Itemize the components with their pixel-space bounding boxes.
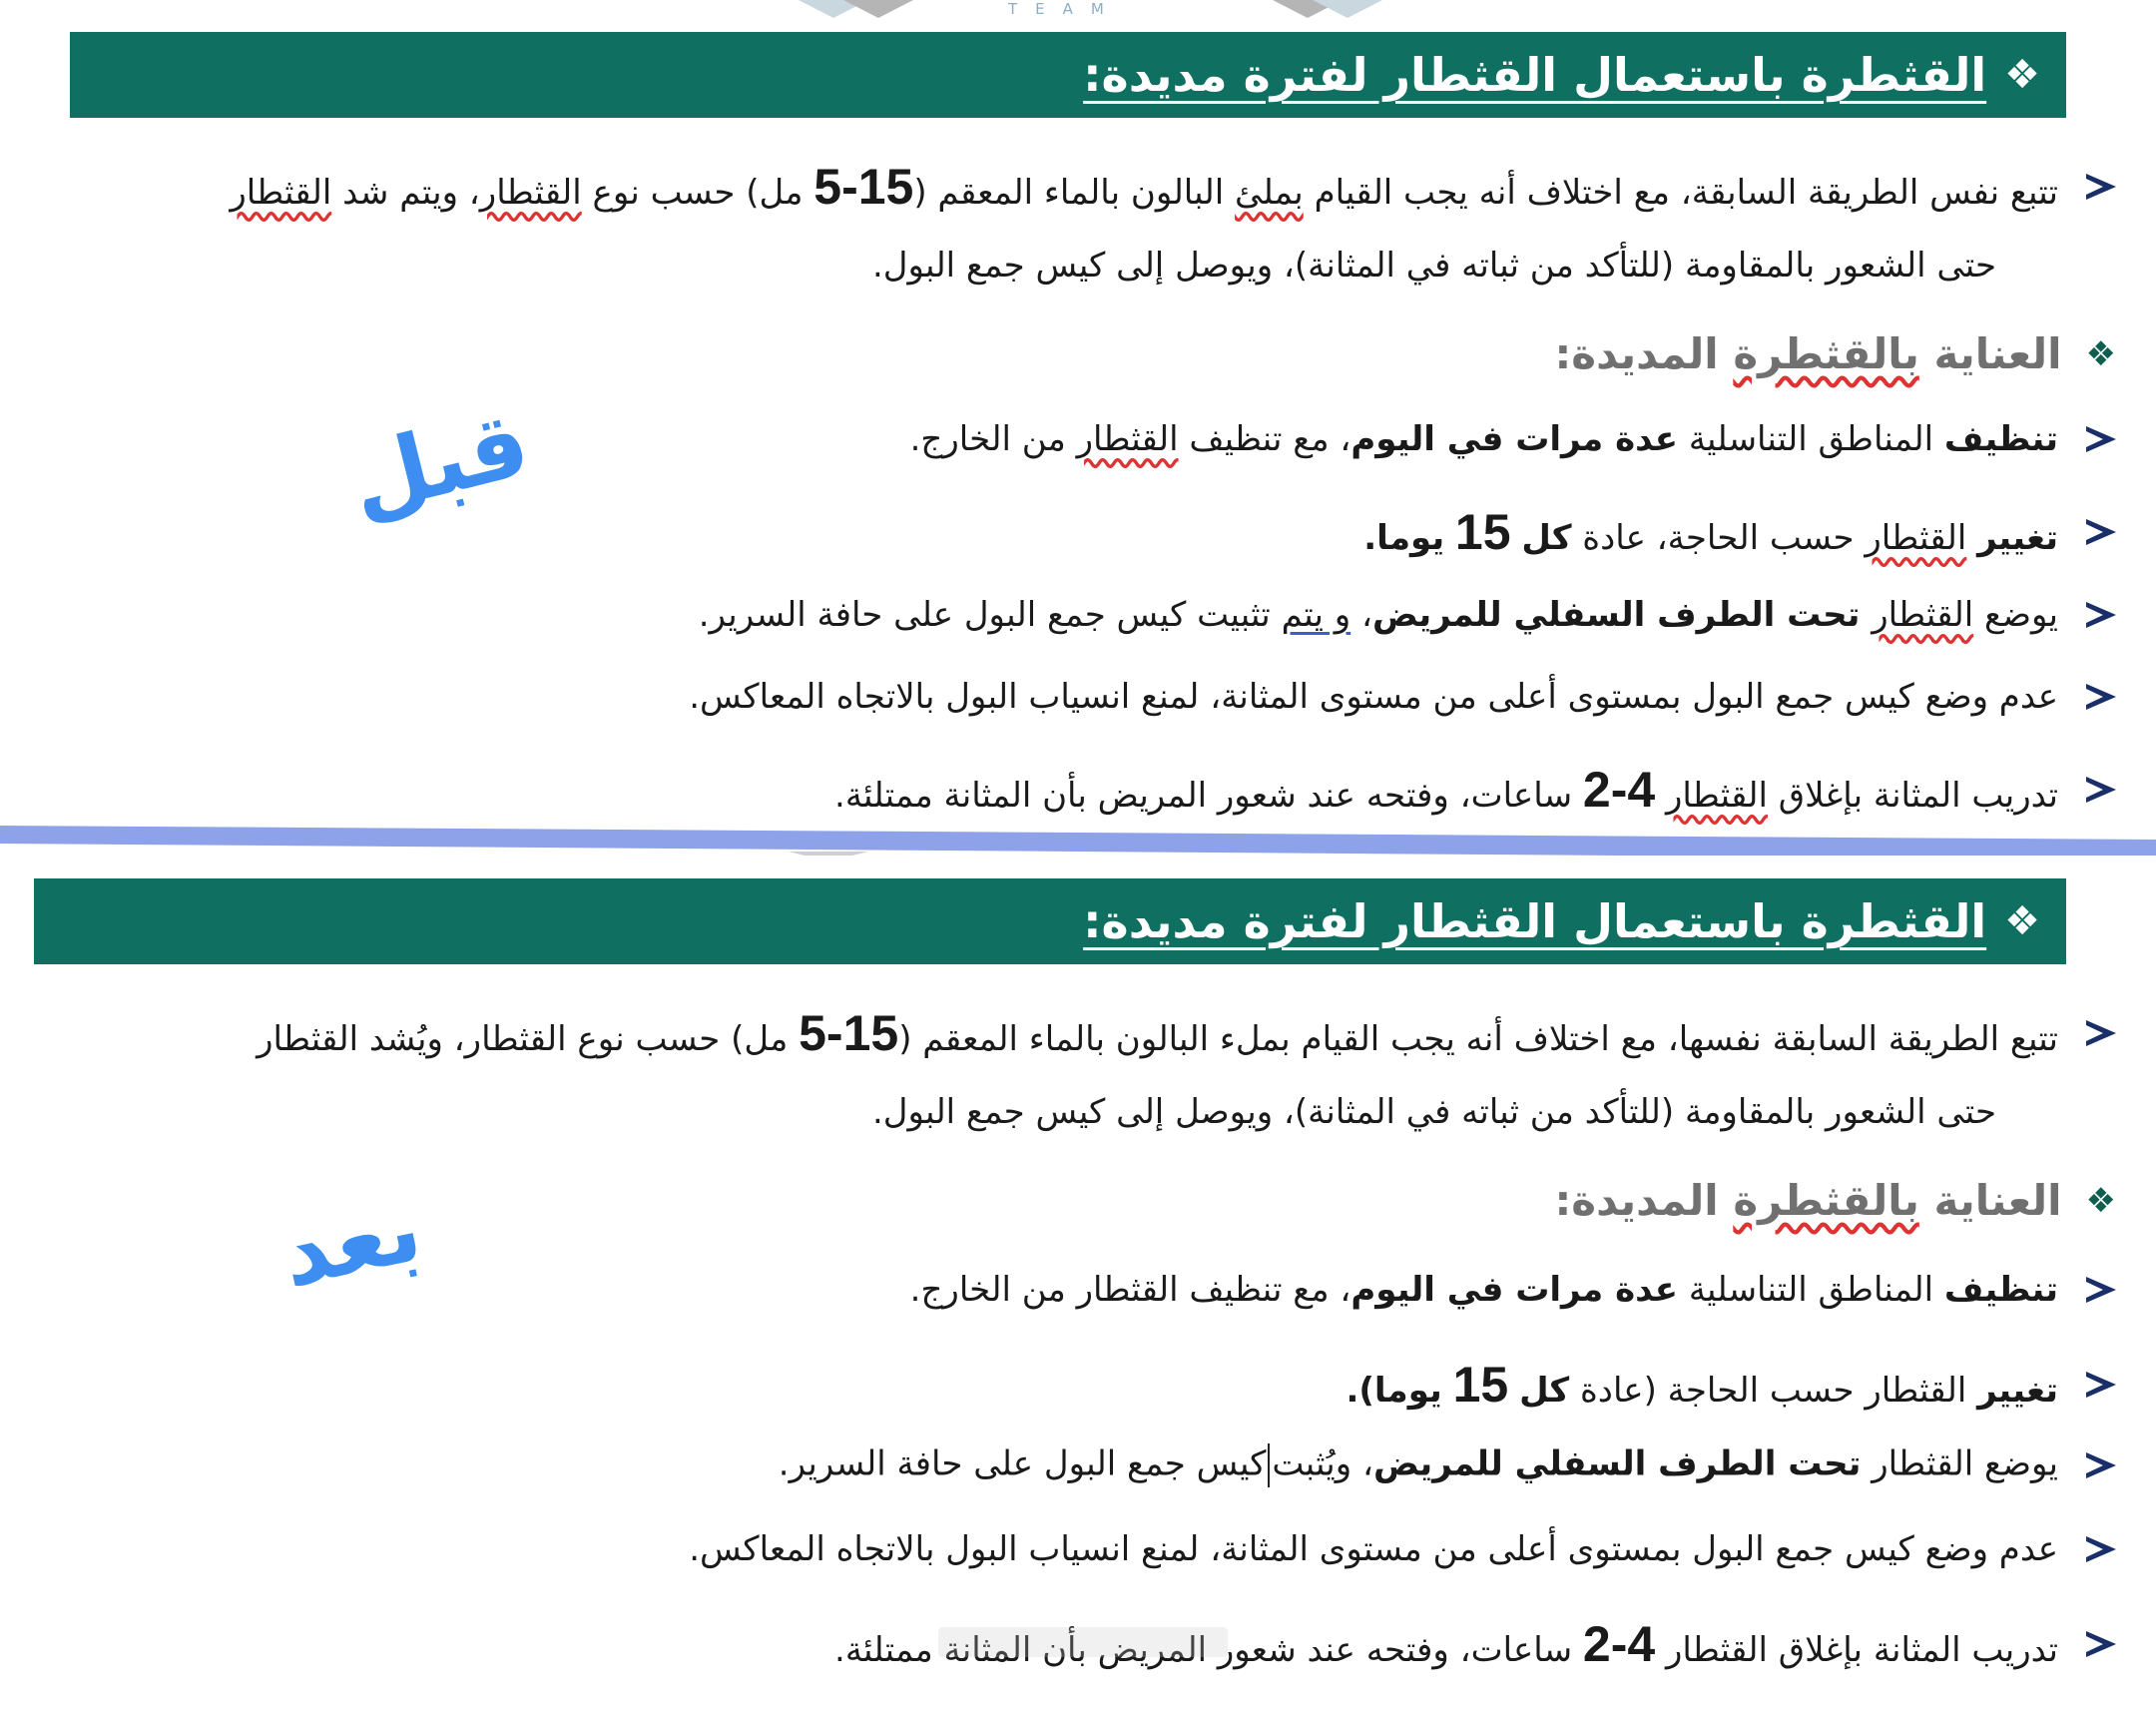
spellcheck-word: بالقثطرة <box>1733 1176 1919 1225</box>
bold-run: كل <box>1521 518 1572 558</box>
divider-line <box>0 826 2156 856</box>
text-run: القثطار حسب الحاجة (عادة <box>1569 1371 1978 1411</box>
text-run: كيس جمع البول على حافة السرير. <box>778 1443 1267 1484</box>
before-para1-line2: حتى الشعور بالمقاومة (للتأكد من ثباته في المثانة)، ويوصل إلى كيس جمع البول. <box>871 246 1996 286</box>
number-text: 15 <box>1452 1357 1509 1413</box>
text-run: ساعات، وفتحه عند شعور المريض بأن المثانة ممتلئة. <box>834 1630 1583 1670</box>
before-handwritten-label: قبل <box>338 388 540 537</box>
arrow-bullet-icon <box>2086 684 2116 710</box>
arrow-bullet-icon <box>2086 1536 2116 1562</box>
bold-run: يوما). <box>1346 1371 1442 1411</box>
after-heading-banner <box>34 878 2066 964</box>
arrow-bullet-icon <box>2086 426 2116 452</box>
text-cursor <box>1268 1443 1270 1487</box>
number-text: 15-5 <box>813 159 914 215</box>
bold-run: يوما. <box>1363 518 1445 558</box>
arrow-bullet-icon <box>2086 1372 2116 1398</box>
text-run: ، مع تنظيف <box>1178 419 1351 459</box>
text-run: عدم وضع كيس جمع البول بمستوى أعلى من مستوى المثانة، لمنع انسياب البول بالاتجاه المعاكس. <box>689 1529 2058 1569</box>
text-run: المديدة: <box>1554 1176 1734 1225</box>
text-run: البالون بالماء المعقم ( <box>913 173 1236 213</box>
text-run: العناية <box>1918 329 2062 378</box>
after-item-4 <box>689 1529 2116 1569</box>
text-run: مل) حسب نوع القثطار، ويُشد القثطار <box>257 1019 800 1059</box>
text-run <box>1966 518 1977 558</box>
text-run: المناطق التناسلية <box>1678 1270 1944 1310</box>
arrow-bullet-icon <box>2086 1452 2116 1478</box>
spellcheck-word: بالقثطرة <box>1733 329 1919 378</box>
arrow-bullet-icon <box>2086 777 2116 803</box>
bold-run: عدة مرات في اليوم <box>1350 419 1679 459</box>
arrow-bullet-icon <box>2086 1277 2116 1303</box>
number-text: 4-2 <box>1582 1616 1656 1672</box>
spellcheck-word: القثطار <box>1865 518 1967 558</box>
after-item-1 <box>910 1270 2116 1310</box>
arrow-bullet-icon <box>2086 1020 2116 1046</box>
bold-run: عدة مرات في اليوم <box>1350 1270 1679 1310</box>
spellcheck-word: القثطار <box>230 173 332 213</box>
bold-run: تنظيف <box>1943 1270 2058 1310</box>
logo-text: TEAM <box>1008 0 1122 18</box>
before-item-2 <box>1363 503 2116 561</box>
text-run: العناية <box>1918 1176 2062 1225</box>
spellcheck-word: القثطار <box>479 173 582 213</box>
diamond-bullet-icon: ❖ <box>2085 333 2116 374</box>
spellcheck-word: بملئ <box>1235 173 1304 213</box>
text-run: تتبع الطريقة السابقة نفسها، مع اختلاف أنه يجب القيام بملء البالون بالماء المعقم ( <box>898 1019 2058 1059</box>
after-heading: القثطرة باستعمال القثطار لفترة مديدة: <box>1083 894 1987 948</box>
arrow-bullet-icon <box>2086 174 2116 200</box>
bold-run: تغيير <box>1977 518 2058 558</box>
text-run: تدريب المثانة بإغلاق <box>1767 776 2058 816</box>
before-item-3 <box>699 595 2116 635</box>
text-run: يوضع <box>1973 595 2058 635</box>
before-item-1 <box>910 419 2116 459</box>
text-run: تدريب المثانة بإغلاق القثطار <box>1655 1630 2058 1670</box>
text-run: ساعات، وفتحه عند شعور المريض بأن المثانة ممتلئة. <box>834 776 1583 816</box>
number-text: 15-5 <box>799 1005 899 1061</box>
text-run: ، ويُثبت <box>1272 1443 1373 1484</box>
bold-run: تنظيف <box>1943 419 2058 459</box>
bold-run: كل <box>1519 1371 1570 1411</box>
after-handwritten-label: بعد <box>271 1174 431 1309</box>
diamond-bullet-icon: ❖ <box>2004 898 2040 944</box>
text-run: المديدة: <box>1554 329 1734 378</box>
before-heading-banner <box>70 32 2066 118</box>
text-run: تتبع نفس الطريقة السابقة، مع اختلاف أنه يجب القيام <box>1303 173 2058 213</box>
grammar-word: و يتم <box>1281 595 1351 635</box>
arrow-bullet-icon <box>2086 602 2116 628</box>
diamond-bullet-icon: ❖ <box>2085 1180 2116 1221</box>
after-para1-line2: حتى الشعور بالمقاومة (للتأكد من ثباته في المثانة)، ويوصل إلى كيس جمع البول. <box>871 1092 1996 1132</box>
diamond-bullet-icon: ❖ <box>2004 52 2040 98</box>
spellcheck-word: القثطار <box>1872 595 1974 635</box>
text-run: يوضع القثطار <box>1861 1443 2058 1484</box>
arrow-bullet-icon <box>2086 1631 2116 1657</box>
spellcheck-word: القثطار <box>1076 419 1179 459</box>
after-item-3 <box>779 1443 2116 1487</box>
text-run: مل) حسب نوع <box>581 173 814 213</box>
spellcheck-word: القثطار <box>1666 776 1768 816</box>
text-run: عدم وضع كيس جمع البول بمستوى أعلى من مستوى المثانة، لمنع انسياب البول بالاتجاه المعاكس. <box>689 677 2058 717</box>
bold-run: تحت الطرف السفلي للمريض <box>1372 1443 1862 1484</box>
after-subheading <box>1555 1176 2117 1225</box>
before-item-5 <box>834 761 2116 819</box>
before-para1-line1 <box>230 158 2116 216</box>
text-run: المناطق التناسلية <box>1678 419 1944 459</box>
bold-run: تغيير <box>1977 1371 2058 1411</box>
faint-watermark <box>938 1627 1228 1657</box>
before-subheading <box>1555 329 2117 378</box>
text-run: تثبيت كيس جمع البول على حافة السرير. <box>698 595 1282 635</box>
text-run: حسب الحاجة، عادة <box>1571 518 1866 558</box>
text-run: ، ويتم شد <box>331 173 480 213</box>
after-para1-line1 <box>257 1004 2116 1062</box>
before-heading: القثطرة باستعمال القثطار لفترة مديدة: <box>1083 48 1987 102</box>
text-run: من الخارج. <box>909 419 1077 459</box>
logo-strip <box>0 0 2156 30</box>
after-item-2 <box>1346 1356 2116 1414</box>
number-text: 4-2 <box>1582 762 1656 818</box>
text-run: ، <box>1350 595 1372 635</box>
before-item-4 <box>689 677 2116 717</box>
bold-run: تحت الطرف السفلي للمريض <box>1371 595 1873 635</box>
number-text: 15 <box>1454 504 1511 560</box>
text-run: ، مع تنظيف القثطار من الخارج. <box>909 1270 1351 1310</box>
arrow-bullet-icon <box>2086 519 2116 545</box>
